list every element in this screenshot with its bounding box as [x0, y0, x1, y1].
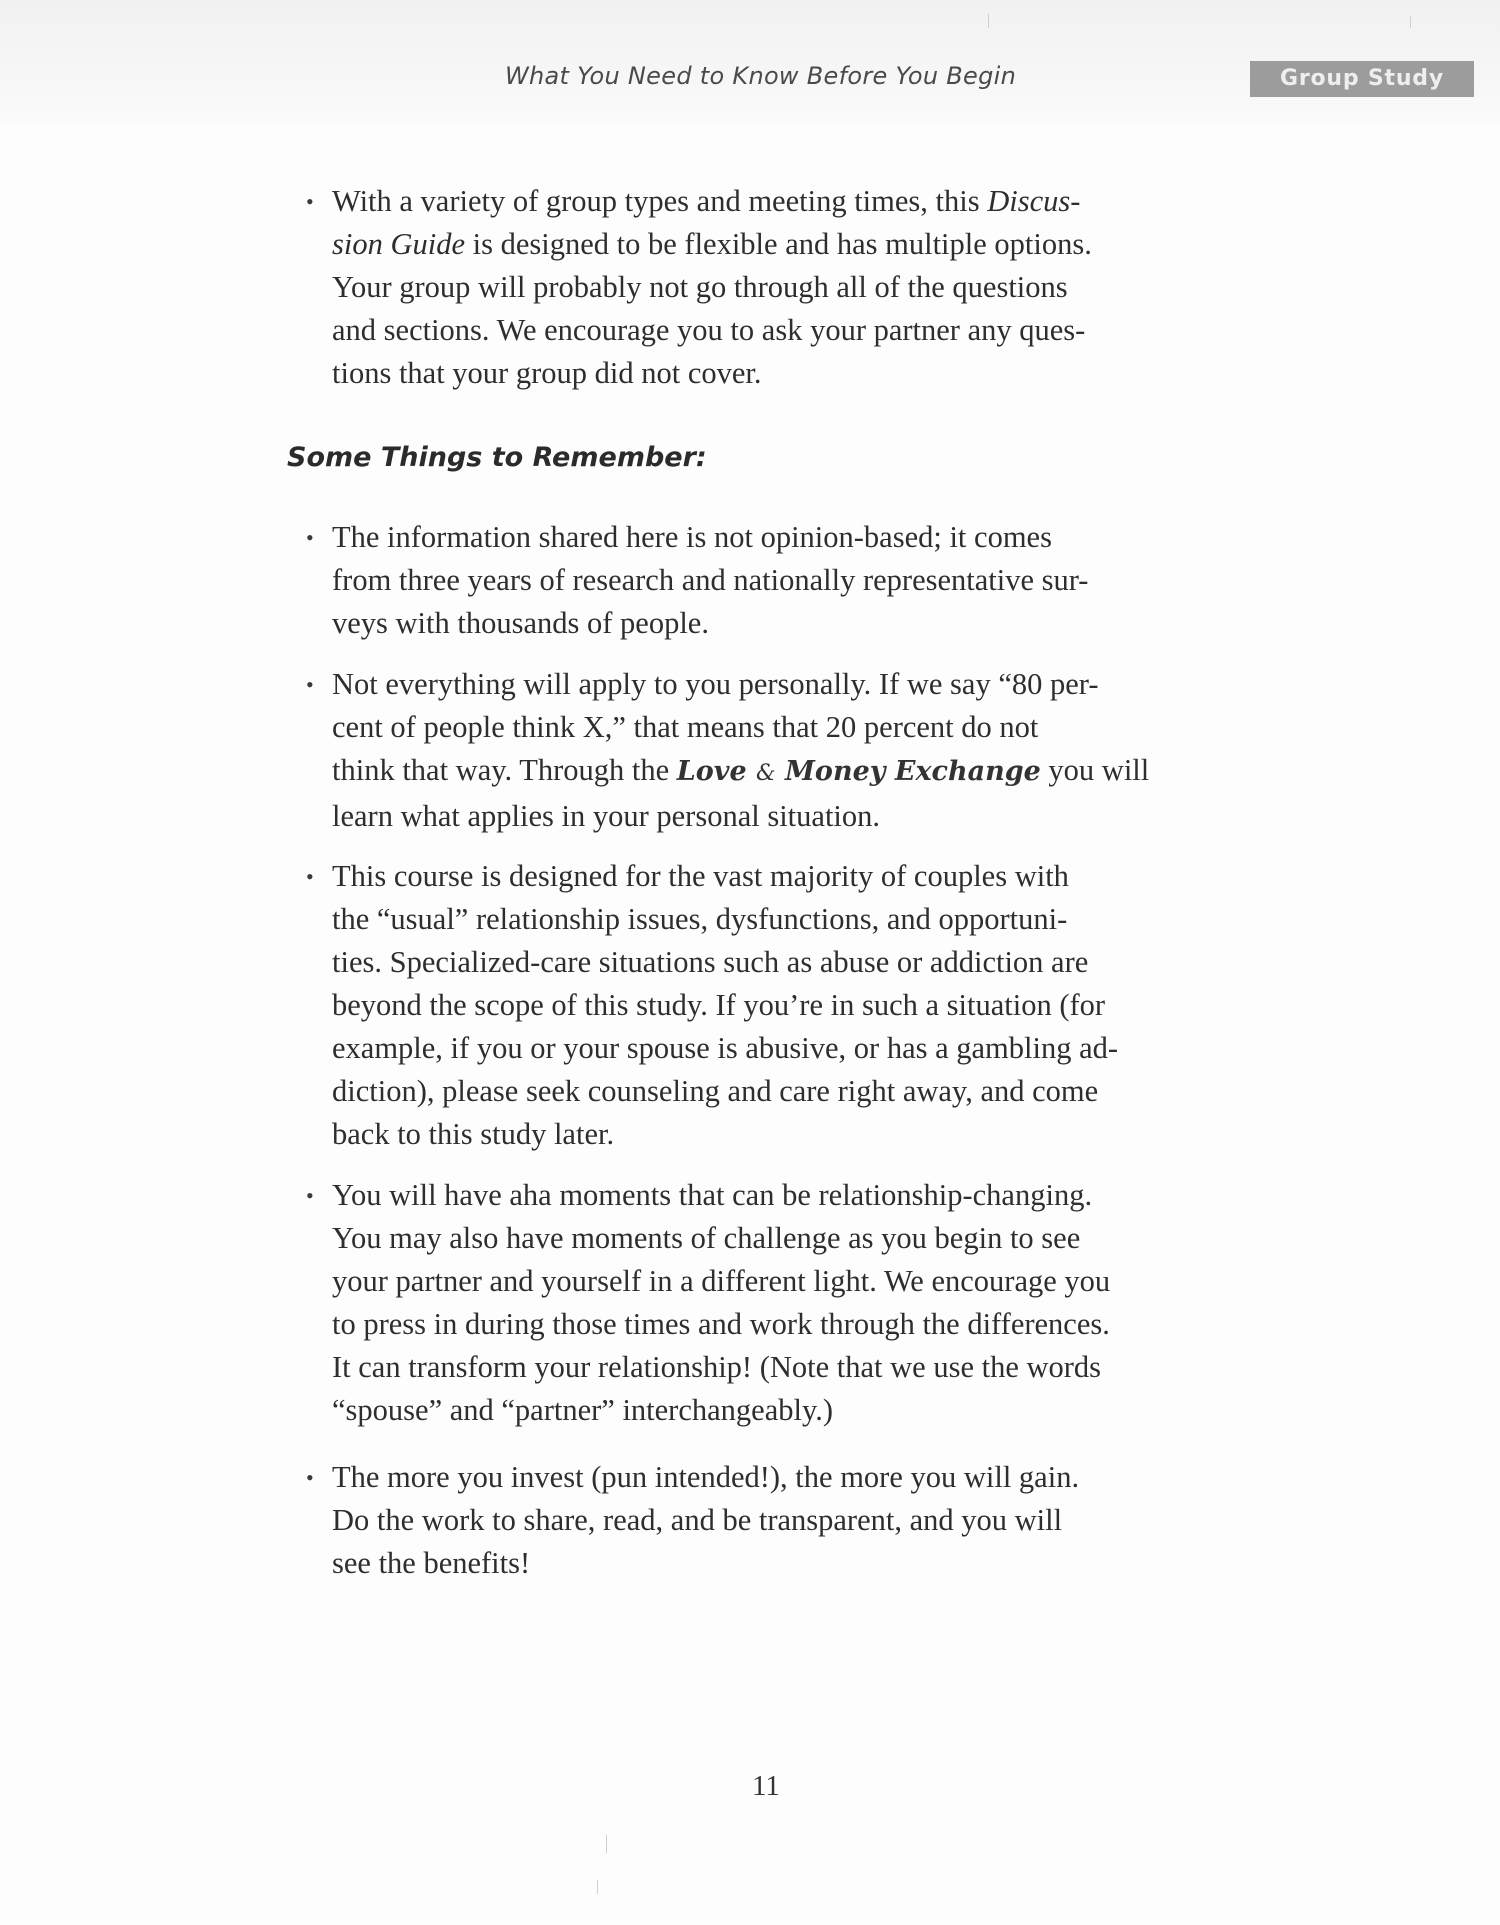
bullet-dot: • [306, 864, 314, 889]
scan-artifact [1410, 16, 1411, 28]
scan-artifact [988, 14, 989, 28]
list-item [306, 1456, 1242, 1585]
running-head: What You Need to Know Before You Begin [505, 62, 1017, 90]
text-line: the “usual” relationship issues, dysfunctions, and opportuni- [332, 902, 1068, 936]
text-line: Do the work to share, read, and be transparent, and you will [332, 1503, 1063, 1537]
bullet-dot: • [306, 1183, 314, 1208]
text-line: to press in during those times and work through the differences. [332, 1307, 1110, 1341]
text-line: diction), please seek counseling and care right away, and come [332, 1074, 1099, 1108]
text-line: cent of people think X,” that means that 20 percent do not [332, 710, 1039, 744]
scan-artifact [606, 1835, 607, 1853]
text-line: veys with thousands of people. [332, 606, 709, 640]
page-number: 11 [752, 1770, 780, 1802]
list-item [306, 855, 1242, 1156]
text-line: This course is designed for the vast majority of couples with [332, 859, 1069, 893]
bullet-dot: • [306, 672, 314, 697]
bullet-dot: • [306, 1465, 314, 1490]
list-item [306, 663, 1242, 838]
text-line: and sections. We encourage you to ask your partner any ques- [332, 313, 1086, 347]
text-line: You will have aha moments that can be relationship-changing. [332, 1178, 1093, 1212]
text-line: back to this study later. [332, 1117, 615, 1151]
scan-artifact [597, 1880, 598, 1894]
text-line: Your group will probably not go through all of the questions [332, 270, 1068, 304]
text-line: from three years of research and nationally representative sur- [332, 563, 1089, 597]
text-line: Not everything will apply to you personally. If we say “80 per- [332, 667, 1099, 701]
section-tab-group-study: Group Study [1250, 61, 1474, 97]
text-line: your partner and yourself in a different light. We encourage you [332, 1264, 1111, 1298]
intro-bullet [306, 180, 1242, 395]
list-item [306, 516, 1242, 645]
text-line: The information shared here is not opinion-based; it comes [332, 520, 1052, 554]
text-line: tions that your group did not cover. [332, 356, 762, 390]
love-money-exchange-logo: Love & Money Exchange [676, 756, 1041, 787]
text-line: think that way. Through the Love & Money Exchange you will [332, 753, 1150, 787]
text-line: sion Guide is designed to be flexible and has multiple options. [332, 227, 1092, 261]
list-item [306, 1174, 1242, 1432]
text-line: The more you invest (pun intended!), the more you will gain. [332, 1460, 1080, 1494]
text-line: With a variety of group types and meeting times, this Discus- [332, 184, 1081, 218]
text-line: ties. Specialized-care situations such as abuse or addiction are [332, 945, 1089, 979]
text-line: beyond the scope of this study. If you’re in such a situation (for [332, 988, 1106, 1022]
text-line: “spouse” and “partner” interchangeably.) [332, 1393, 834, 1427]
text-line: example, if you or your spouse is abusive, or has a gambling ad- [332, 1031, 1119, 1065]
text-line: see the benefits! [332, 1546, 531, 1580]
section-subheading: Some Things to Remember: [287, 442, 707, 473]
bullet-dot: • [306, 525, 314, 550]
bullet-dot: • [306, 189, 314, 214]
text-line: learn what applies in your personal situation. [332, 799, 881, 833]
text-line: It can transform your relationship! (Note that we use the words [332, 1350, 1102, 1384]
text-line: You may also have moments of challenge as you begin to see [332, 1221, 1081, 1255]
